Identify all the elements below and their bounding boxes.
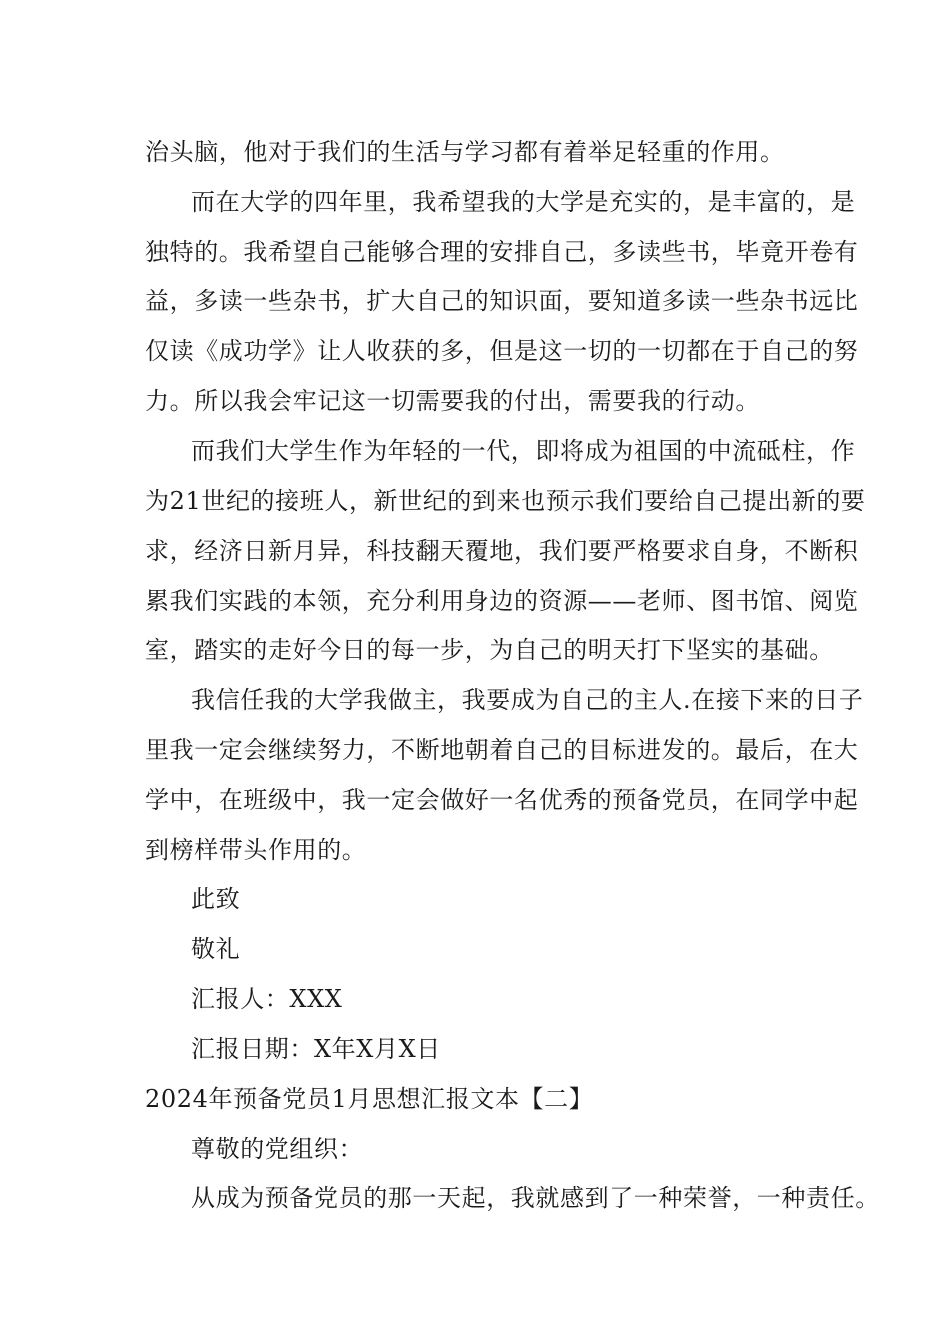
section-heading: 2024年预备党员1月思想汇报文本【二】	[145, 1085, 594, 1113]
paragraph-line: 我信任我的大学我做主，我要成为自己的主人.在接下来的日子	[191, 686, 864, 714]
paragraph-line: 而在大学的四年里，我希望我的大学是充实的，是丰富的，是	[191, 188, 856, 216]
paragraph-line: 到榜样带头作用的。	[145, 836, 367, 864]
closing-regards: 敬礼	[191, 935, 241, 963]
reporter-line: 汇报人：XXX	[191, 985, 343, 1013]
paragraph-line: 仅读《成功学》让人收获的多，但是这一切的一切都在于自己的努	[145, 337, 859, 365]
paragraph-line: 求，经济日新月异，科技翻天覆地，我们要严格要求自身，不断积	[145, 537, 859, 565]
paragraph-line: 从成为预备党员的那一天起，我就感到了一种荣誉，一种责任。	[191, 1184, 880, 1212]
paragraph-line: 而我们大学生作为年轻的一代，即将成为祖国的中流砥柱，作	[191, 437, 856, 465]
paragraph-line: 治头脑，他对于我们的生活与学习都有着举足轻重的作用。	[145, 138, 785, 166]
paragraph-line: 学中，在班级中，我一定会做好一名优秀的预备党员，在同学中起	[145, 786, 859, 814]
closing-salutation: 此致	[191, 885, 241, 913]
paragraph-line: 独特的。我希望自己能够合理的安排自己，多读些书，毕竟开卷有	[145, 238, 859, 266]
paragraph-line: 力。所以我会牢记这一切需要我的付出，需要我的行动。	[145, 387, 760, 415]
report-date-line: 汇报日期：X年X月X日	[191, 1035, 441, 1063]
greeting-line: 尊敬的党组织：	[191, 1135, 364, 1163]
paragraph-line: 益，多读一些杂书，扩大自己的知识面，要知道多读一些杂书远比	[145, 287, 859, 315]
paragraph-line: 为21世纪的接班人，新世纪的到来也预示我们要给自己提出新的要	[145, 487, 866, 515]
paragraph-line: 里我一定会继续努力，不断地朝着自己的目标进发的。最后，在大	[145, 736, 859, 764]
paragraph-line: 室，踏实的走好今日的每一步，为自己的明天打下坚实的基础。	[145, 636, 834, 664]
paragraph-line: 累我们实践的本领，充分利用身边的资源——老师、图书馆、阅览	[145, 587, 859, 615]
